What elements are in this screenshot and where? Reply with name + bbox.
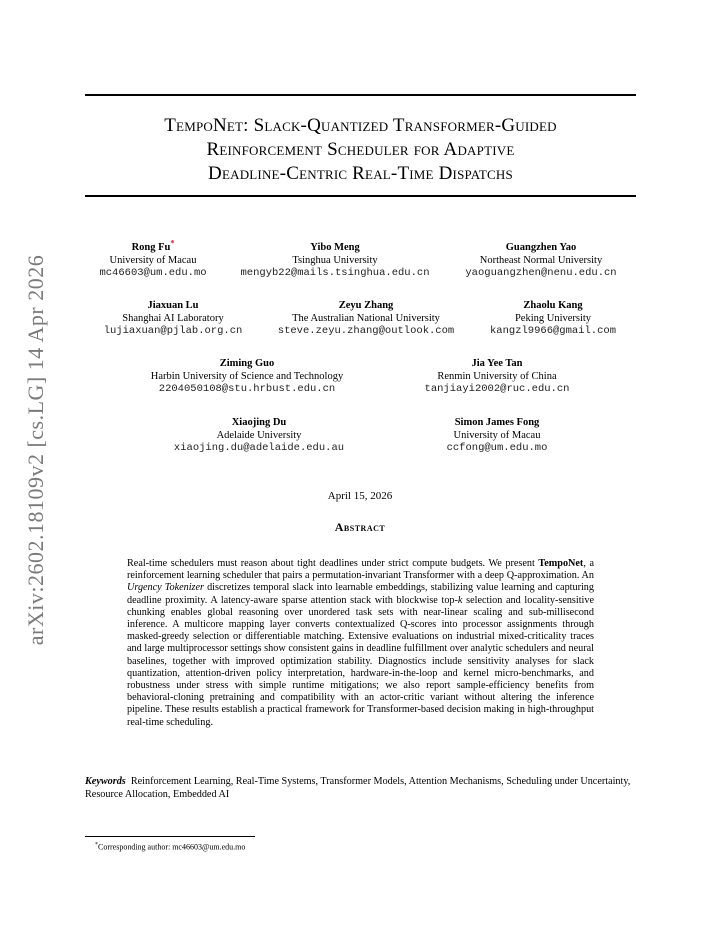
- author-name: Rong Fu: [131, 242, 171, 253]
- author-affiliation: Renmin University of China: [437, 371, 557, 382]
- keywords-section: [85, 776, 636, 801]
- corresponding-mark: *: [170, 238, 175, 248]
- author-affiliation: Peking University: [514, 313, 592, 324]
- author-email[interactable]: xiaojing.du@adelaide.edu.au: [173, 442, 345, 454]
- author-name: Yibo Meng: [310, 242, 360, 253]
- author-email[interactable]: mc46603@um.edu.mo: [99, 267, 207, 279]
- author-email[interactable]: yaoguangzhen@nenu.edu.cn: [465, 267, 617, 279]
- footnote-rule: [85, 836, 255, 837]
- abstract-heading: Abstract: [334, 520, 386, 534]
- author-name: Guangzhen Yao: [505, 242, 577, 253]
- author-email[interactable]: mengyb22@mails.tsinghua.edu.cn: [240, 267, 430, 279]
- author-email[interactable]: steve.zeyu.zhang@outlook.com: [277, 325, 455, 337]
- footnote-text: Corresponding author: mc46603@um.edu.mo: [98, 842, 246, 852]
- author-block: [144, 416, 374, 455]
- urgency-tokenizer-term: Urgency Tokenizer: [127, 582, 205, 594]
- author-affiliation: University of Macau: [453, 430, 541, 441]
- footnote: [95, 840, 245, 853]
- title-line-1: TempoNet: Slack-Quantized Transformer-Guided: [164, 115, 557, 136]
- title-line-3: Deadline-Centric Real-Time Dispatchs: [208, 163, 513, 184]
- author-affiliation: The Australian National University: [292, 313, 440, 324]
- publication-date: April 15, 2026: [327, 490, 393, 502]
- author-name: Simon James Fong: [454, 417, 540, 428]
- author-name: Xiaojing Du: [231, 417, 287, 428]
- author-name: Zhaolu Kang: [523, 300, 583, 311]
- keywords-label: Keywords: [85, 776, 126, 787]
- author-email[interactable]: lujiaxuan@pjlab.org.cn: [103, 325, 243, 337]
- author-email[interactable]: ccfong@um.edu.mo: [446, 442, 548, 454]
- author-email[interactable]: kangzl9966@gmail.com: [489, 325, 617, 337]
- author-block: [132, 357, 362, 396]
- system-name: TempoNet: [538, 558, 584, 569]
- author-email[interactable]: tanjiayi2002@ruc.edu.cn: [424, 383, 570, 395]
- title-line-2: Reinforcement Scheduler for Adaptive: [206, 139, 515, 160]
- author-affiliation: Northeast Normal University: [479, 255, 603, 266]
- author-affiliation: University of Macau: [109, 255, 197, 266]
- title-bottom-rule: [85, 195, 636, 197]
- author-affiliation: Adelaide University: [216, 430, 302, 441]
- author-email[interactable]: 2204050108@stu.hrbust.edu.cn: [158, 383, 336, 395]
- author-name: Jiaxuan Lu: [147, 300, 199, 311]
- author-name: Ziming Guo: [219, 358, 275, 369]
- author-name: Zeyu Zhang: [338, 300, 394, 311]
- keywords-list: Reinforcement Learning, Real-Time Systems, Transformer Models, Attention Mechanisms, Scheduling under Uncertainty, Resource Allocation, Embedded AI: [85, 776, 631, 800]
- author-affiliation: Shanghai AI Laboratory: [122, 313, 224, 324]
- author-block: [220, 241, 450, 280]
- author-block: [382, 357, 612, 396]
- author-name: Jia Yee Tan: [471, 358, 523, 369]
- author-block: [426, 241, 656, 280]
- abstract-text: Real-time schedulers must reason about tight deadlines under strict compute budgets. We present TempoNet, a reinforcement learning scheduler that pairs a permutation-invariant Transformer with a deep Q-approximation. An Urgency Tokenizer discretizes temporal slack into learnable embeddings, stabilizing value learning and capturing deadline proximity. A latency-aware sparse attention stack with blockwise top-k selection and locality-sensitive chunking enables global reasoning over unordered task sets with near-linear scaling and sub-millisecond inference. A multicore mapping layer converts contextualized Q-scores into processor assignments through masked-greedy selection or differentiable matching. Extensive evaluations on industrial mixed-criticality traces and large multiprocessor settings show consistent gains in deadline fulfillment over analytic schedulers and neural baselines, together with improved optimization stability. Diagnostics include sensitivity analyses for slack quantization, attention-driven policy interpretation, hardware-in-the-loop and kernel micro-benchmarks, and robustness under stress with simple runtime mitigations; we also report sample-efficiency benefits from behavioral-cloning pretraining and compatibility with an actor-critic variant without altering the inference pipeline. These results establish a practical framework for Transformer-based decision making in high-throughput real-time scheduling.: [127, 558, 595, 728]
- paper-title: [85, 114, 636, 186]
- arxiv-side-identifier: arXiv:2602.18109v2 [cs.LG] 14 Apr 2026: [23, 254, 48, 646]
- author-block: [438, 299, 668, 338]
- author-affiliation: Tsinghua University: [292, 255, 378, 266]
- title-top-rule: [85, 94, 636, 96]
- author-affiliation: Harbin University of Science and Technology: [150, 371, 344, 382]
- author-block: [382, 416, 612, 455]
- footnote-mark: *: [95, 842, 98, 848]
